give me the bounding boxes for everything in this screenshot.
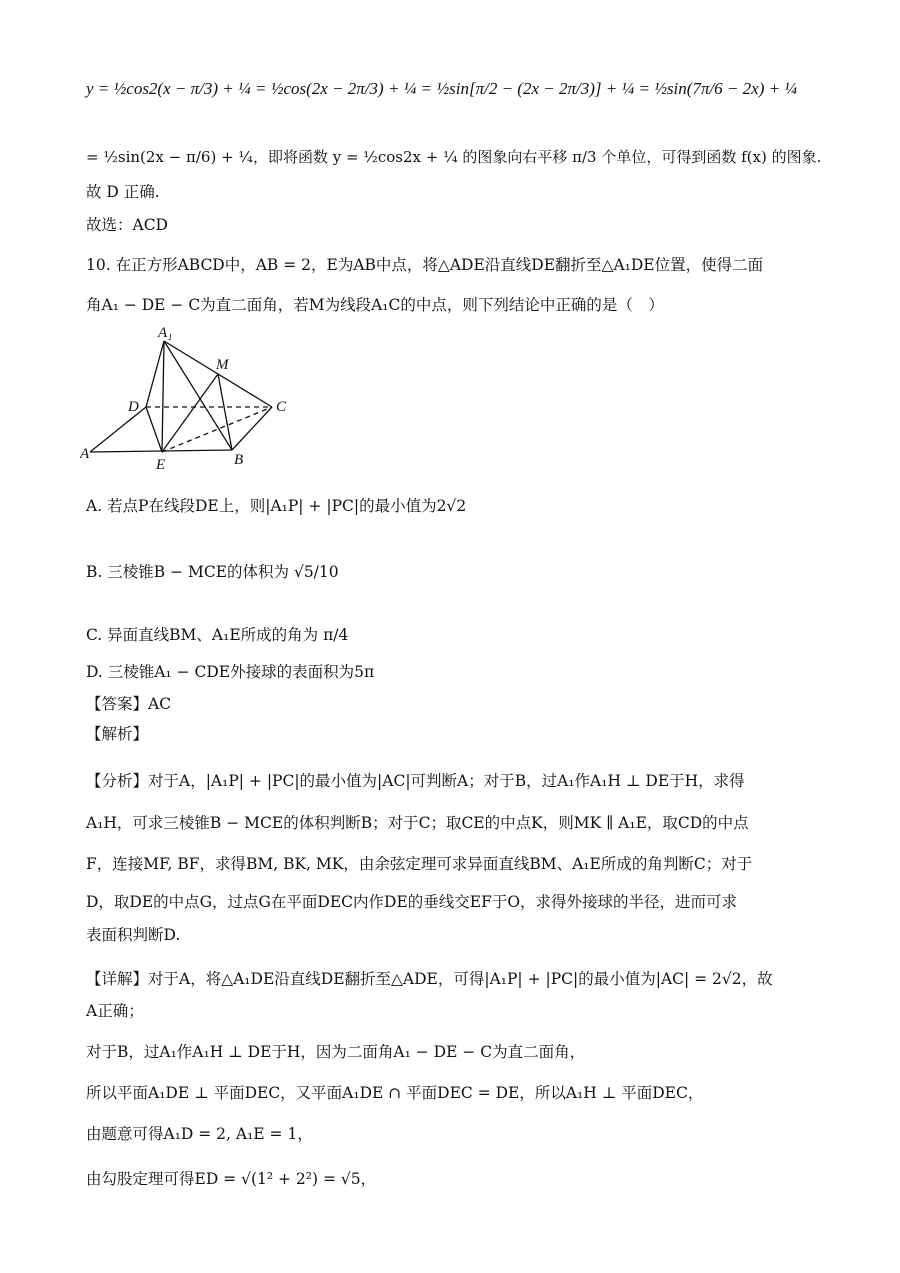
edge-A1-D (146, 341, 164, 407)
text-choose: 故选：ACD (86, 216, 168, 234)
detail-line-4: 所以平面A₁DE ⊥ 平面DEC，又平面A₁DE ∩ 平面DEC = DE，所以A₁H ⊥ 平面DEC， (86, 1084, 704, 1102)
option-a: A. 若点P在线段DE上，则|A₁P| + |PC|的最小值为2√2 (86, 497, 467, 515)
analysis-line-5: 表面积判断D. (86, 926, 181, 944)
question-10-line-2: 角A₁ − DE − C为直二面角，若M为线段A₁C的中点，则下列结论中正确的是（ ） (86, 296, 664, 314)
detail-line-3: 对于B，过A₁作A₁H ⊥ DE于H，因为二面角A₁ − DE − C为直二面角， (86, 1043, 586, 1061)
text-d-correct: 故 D 正确. (86, 183, 160, 201)
analysis-line-2: A₁H，可求三棱锥B − MCE的体积判断B；对于C；取CE的中点K，则MK ∥ A₁E，取CD的中点 (86, 814, 749, 832)
analysis-heading: 【解析】 (86, 725, 149, 743)
geometry-figure (80, 322, 300, 472)
question-10-line-1: 10. 在正方形ABCD中，AB = 2，E为AB中点，将△ADE沿直线DE翻折至△A₁DE位置，使得二面 (86, 256, 764, 274)
label-M: M (216, 357, 229, 373)
edge-B-C (232, 407, 272, 450)
edge-D-E (146, 407, 162, 452)
detail-line-2: A正确； (86, 1002, 144, 1020)
option-d: D. 三棱锥A₁ − CDE外接球的表面积为5π (86, 663, 375, 681)
analysis-line-3: F，连接MF, BF，求得BM, BK, MK，由余弦定理可求异面直线BM、A₁E所成的角判断C；对于 (86, 855, 753, 873)
label-C: C (276, 399, 287, 415)
label-A: A (80, 446, 90, 462)
option-c: C. 异面直线BM、A₁E所成的角为 π/4 (86, 626, 349, 644)
label-B: B (234, 452, 244, 468)
label-D: D (128, 399, 139, 415)
analysis-line-4: D，取DE的中点G，过点G在平面DEC内作DE的垂线交EF于O，求得外接球的半径，进而可求 (86, 893, 738, 911)
detail-line-1: 【详解】对于A，将△A₁DE沿直线DE翻折至△ADE，可得|A₁P| + |PC|的最小值为|AC| = 2√2，故 (86, 970, 773, 988)
label-E: E (156, 457, 166, 472)
analysis-line-1: 【分析】对于A，|A₁P| + |PC|的最小值为|AC|可判断A；对于B，过A₁作A₁H ⊥ DE于H，求得 (86, 772, 745, 790)
answer-heading: 【答案】AC (86, 695, 172, 713)
edge-A1-E (162, 341, 164, 452)
label-A1: A₁ (158, 325, 173, 341)
detail-line-6: 由勾股定理可得ED = √(1² + 2²) = √5， (86, 1170, 377, 1188)
equation-line-1: y = ½cos2(x − π/3) + ¼ = ½cos(2x − 2π/3) + ¼ = ½sin[π/2 − (2x − 2π/3)] + ¼ = ½sin(7π/6 − 2x) + ¼ (86, 79, 798, 98)
detail-line-5: 由题意可得A₁D = 2, A₁E = 1， (86, 1125, 313, 1143)
equation-line-2: = ½sin(2x − π/6) + ¼，即将函数 y = ½cos2x + ¼ 的图象向右平移 π/3 个单位，可得到函数 f(x) 的图象. (86, 148, 822, 166)
option-b: B. 三棱锥B − MCE的体积为 √5/10 (86, 563, 339, 581)
